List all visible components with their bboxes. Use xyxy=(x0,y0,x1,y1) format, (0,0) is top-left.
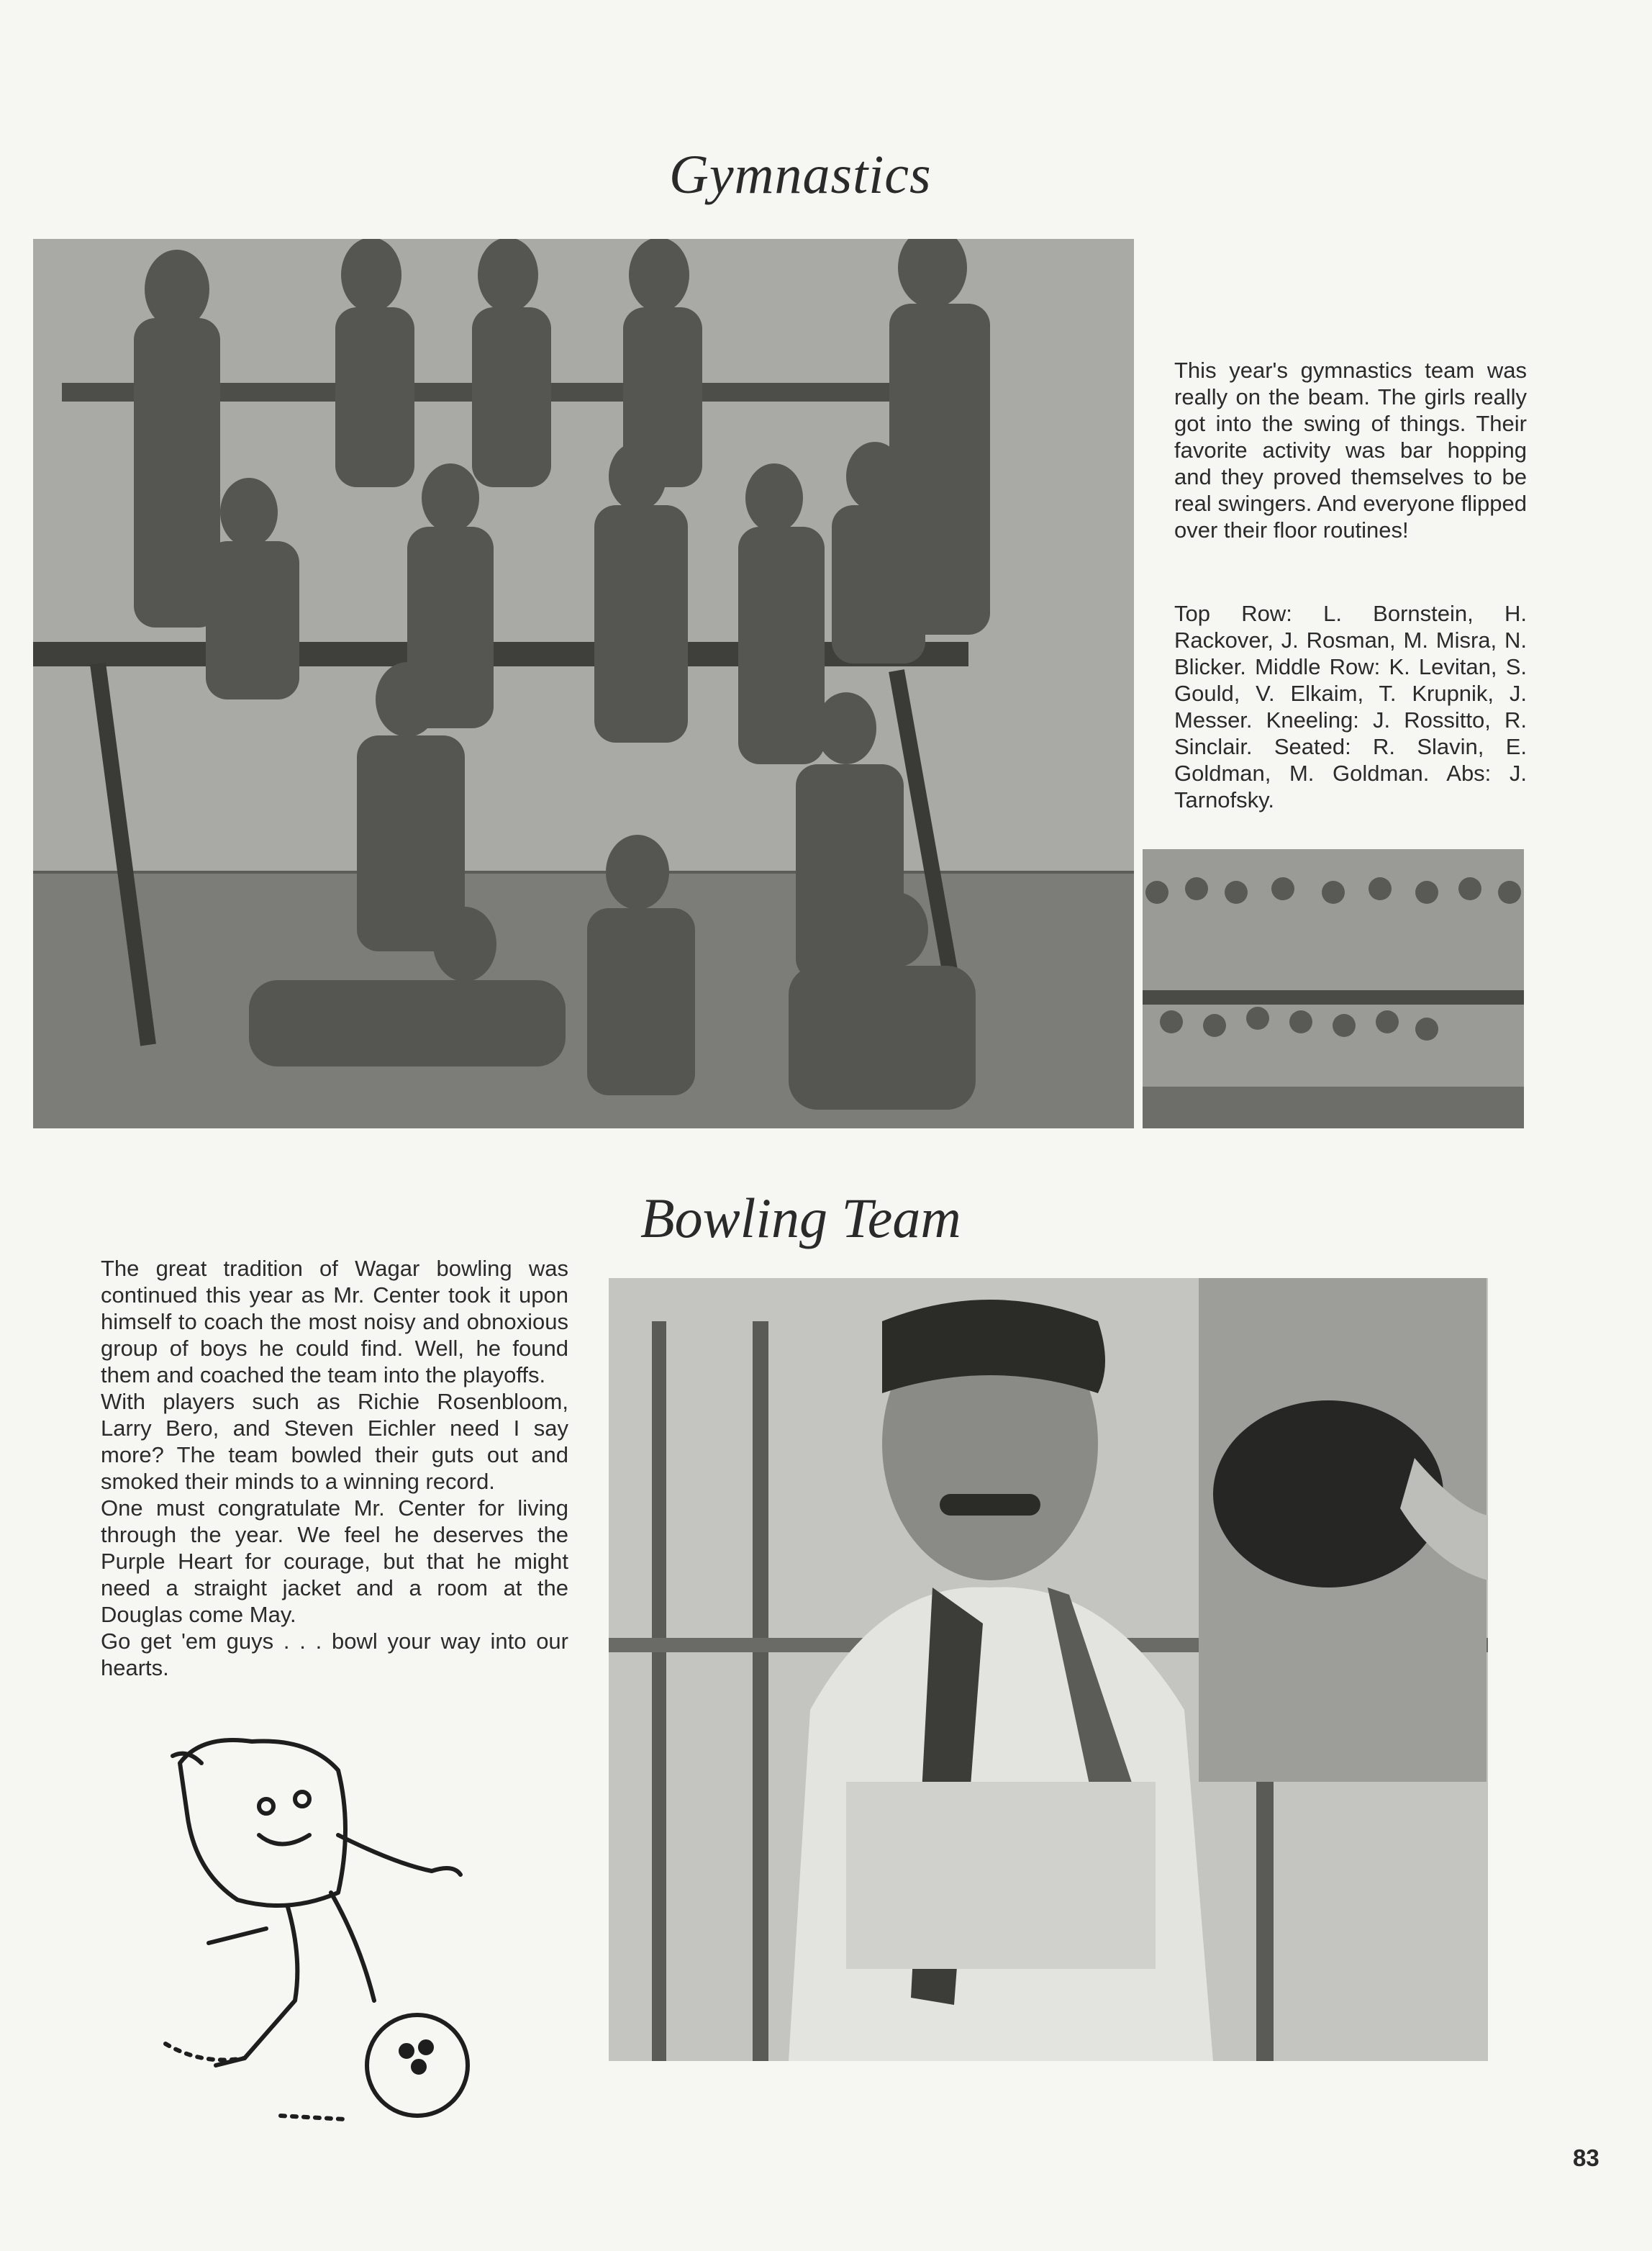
gymnastics-description: This year's gymnastics team was really on the beam. The girls really got into the swing of things. Their favorite activity was bar hopping and they proved themselves to be real swingers. And everyone flipped over their floor routines! xyxy=(1174,358,1527,543)
bowling-team-title: Bowling Team xyxy=(640,1187,961,1249)
page-number: 83 xyxy=(1573,2144,1599,2171)
gymnastics-team-photo xyxy=(33,239,1134,1128)
bowling-paragraph: With players such as Richie Rosenbloom, Larry Bero, and Steven Eichler need I say more? The team bowled their guts out and smoked their minds to a winning record. xyxy=(101,1389,568,1494)
bowling-paragraph: Go get 'em guys . . . bowl your way into our hearts. xyxy=(101,1629,568,1680)
gymnastics-small-photo xyxy=(1143,849,1524,1128)
gymnastics-roster: Top Row: L. Bornstein, H. Rackover, J. Rosman, M. Misra, N. Blicker. Middle Row: K. Levitan, S. Gould, V. Elkaim, T. Krupnik, J. Messer. Kneeling: J. Rossitto, R. Sinclair. Seated: R. Slavin, E. Goldman, M. Goldman. Abs: J. Tarnofsky. xyxy=(1174,601,1527,812)
gymnastics-title: Gymnastics xyxy=(669,145,932,205)
bowling-coach-photo-illustration xyxy=(609,1278,1488,2061)
bowling-coach-photo xyxy=(609,1278,1488,2061)
bowling-paragraph: The great tradition of Wagar bowling was continued this year as Mr. Center took it upon himself to coach the most noisy and obnoxious group of boys he could find. Well, he found them and coached the team into the playoffs. xyxy=(101,1256,568,1387)
gymnastics-small-photo-illustration xyxy=(1143,849,1524,1128)
bowling-mascot-cartoon xyxy=(158,1727,532,2130)
bowling-description xyxy=(101,1255,568,1681)
bowling-paragraph: One must congratulate Mr. Center for living through the year. We feel he deserves the Purple Heart for courage, but that he might need a straight jacket and a room at the Douglas come May. xyxy=(101,1495,568,1627)
gymnastics-photo-illustration xyxy=(33,239,1134,1128)
